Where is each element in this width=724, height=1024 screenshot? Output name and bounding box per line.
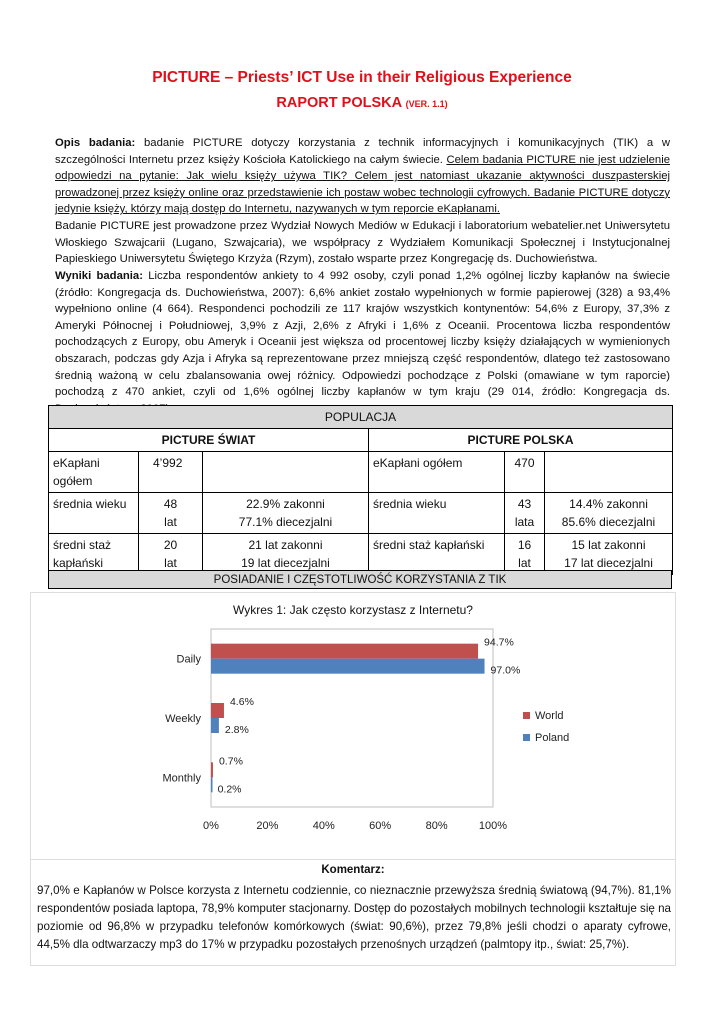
study-results bbox=[55, 268, 670, 417]
world-unit: lat bbox=[164, 556, 177, 570]
poland-extra bbox=[545, 452, 673, 493]
report-title: PICTURE – Priests’ ICT Use in their Religious Experience bbox=[152, 69, 572, 86]
data-label: 97.0% bbox=[490, 664, 521, 677]
poland-value: 16 bbox=[517, 538, 532, 552]
study-description bbox=[55, 135, 670, 268]
data-label: 2.8% bbox=[224, 724, 249, 736]
data-label: 0.7% bbox=[218, 755, 243, 768]
bar-world bbox=[211, 703, 224, 718]
x-tick-label: 40% bbox=[312, 820, 335, 832]
world-extra-2: 19 lat diecezjalni bbox=[241, 556, 330, 570]
x-tick-label: 20% bbox=[256, 820, 279, 832]
legend-label: World bbox=[535, 710, 564, 722]
report-subtitle bbox=[0, 95, 724, 111]
data-label: 4.6% bbox=[229, 696, 254, 708]
poland-unit: lata bbox=[514, 515, 535, 529]
comment-text: 97,0% e Kapłanów w Polsce korzysta z Internetu codziennie, co nieznacznie przewyższa średnią światową (94,7%). 81,1% respondentów posiada laptopa, 78,9% komputer stacjonarny. Dostęp do pozostałych mobilnych technologii kształtuje się na poziomie od 96,8% w przypadku telefonów komórkowych (świat: 90,6%), przez 79,8% jeśli chodzi o aparaty cyfrowe, 44,5% dla odtwarzaczy mp3 do 17% w przypadku pozostałych przenośnych urządzeń (palmtopy itp., świat: 25,7%). bbox=[37, 884, 671, 951]
poland-extra-2: 17 lat diecezjalni bbox=[564, 556, 653, 570]
data-label: 0.2% bbox=[217, 783, 242, 796]
world-header: PICTURE ŚWIAT bbox=[49, 429, 369, 452]
world-label: eKapłani ogółem bbox=[49, 452, 139, 493]
table-row bbox=[49, 534, 673, 575]
poland-extra bbox=[545, 534, 673, 575]
category-label: Daily bbox=[176, 653, 201, 666]
bar-poland bbox=[211, 777, 213, 792]
world-unit: lat bbox=[164, 515, 177, 529]
poland-label: eKapłani ogółem bbox=[369, 452, 505, 493]
legend-swatch bbox=[523, 734, 530, 741]
category-label: Weekly bbox=[165, 713, 201, 725]
world-value: 20 bbox=[163, 538, 178, 552]
world-value: 48 bbox=[163, 497, 178, 511]
poland-value: 470 bbox=[505, 452, 545, 493]
study-results-text: Liczba respondentów ankiety to 4 992 osoby, czyli ponad 1,2% ogólnej liczby kapłanów na świecie (źródło: Kongregacja ds. Duchowieństwa, 2007): 6,6% ankiet zostało wypełnionych w formie papierowej (328) a 93,4% wypełniono online (4 664). Respondenci pochodzili ze 117 krajów wszystkich kontynentów: 54,6% z Europy, 37,3% z Ameryki Północnej i Południowej, 3,9% z Azji, 2,6% z Afryki i 1,6% z Oceanii. Procentowa liczba respondentów pochodzących z Europy, obu Ameryk i Oceanii jest większa od procentowej liczby księży działających w wymienionych obszarach, podczas gdy Azja i Afryka są reprezentowane przez mniejszą część respondentów, dlatego też zastosowano średnią ważoną w celu zbalansowania owej różnicy. Odpowiedzi pochodzące z Polski (omawiane w tym raporcie) pochodzą z 470 ankiet, czyli od 1,6% ogólnej liczby kapłanów w tym kraju (29 014, źródło: Kongregacja ds. bbox=[55, 270, 670, 399]
bar-poland bbox=[211, 718, 219, 733]
poland-label: średni staż kapłański bbox=[369, 534, 505, 575]
legend-label: Poland bbox=[535, 732, 570, 744]
world-extra bbox=[203, 534, 369, 575]
world-value-cell bbox=[139, 534, 203, 575]
poland-value-cell bbox=[505, 534, 545, 575]
study-description-label: Opis badania: bbox=[55, 137, 136, 149]
x-tick-label: 60% bbox=[369, 820, 392, 832]
study-goal-text: Celem badania PICTURE nie jest udzielenie odpowiedzi na pytanie: Jak wielu księży używa TIK? Celem jest natomiast ukazanie aktywności duszpasterskiej prowadzonej przez księży online oraz przedstawienie ich postaw wobec technologii cyfrowych. Badanie PICTURE dotyczy jedynie księży, którzy mają dostęp do Internetu, nazywanych w tym reporcie eKapłanami. bbox=[55, 153, 670, 216]
data-label: 94.7% bbox=[484, 636, 514, 649]
bar-world bbox=[211, 644, 478, 659]
poland-extra-1: 15 lat zakonni bbox=[571, 538, 646, 552]
bar-world bbox=[211, 762, 213, 777]
population-header: POPULACJA bbox=[49, 406, 673, 429]
poland-value: 43 bbox=[517, 497, 532, 511]
study-results-label: Wyniki badania: bbox=[55, 270, 143, 282]
poland-extra-2: 85.6% diecezjalni bbox=[561, 515, 656, 529]
legend-swatch bbox=[523, 712, 530, 719]
world-extra-1: 22.9% zakonni bbox=[246, 497, 325, 511]
bar-poland bbox=[211, 659, 485, 674]
poland-unit: lat bbox=[518, 556, 531, 570]
x-tick-label: 100% bbox=[478, 820, 508, 832]
comment-box bbox=[30, 860, 676, 966]
world-extra bbox=[203, 493, 369, 534]
poland-value-cell bbox=[505, 493, 545, 534]
chart-title: Wykres 1: Jak często korzystasz z Internetu? bbox=[233, 603, 473, 617]
internet-frequency-chart bbox=[31, 593, 675, 859]
version-label: (VER. 1.1) bbox=[405, 99, 448, 109]
study-partners-text: Badanie PICTURE jest prowadzone przez Wydział Nowych Mediów w Edukacji i laboratorium webatelier.net Uniwersytetu Włoskiego Szwajcarii (Lugano, Szwajcaria), we współpracy z Wydziałem Komunikacji Społecznej i Instytucjonalnej Papieskiego Uniwersytetu Świętego Krzyża (Rzym), zostało wsparte przez Kongregację ds. Duchowieństwa. bbox=[55, 219, 670, 266]
section-band: POSIADANIE I CZĘSTOTLIWOŚĆ KORZYSTANIA Z TIK bbox=[48, 570, 672, 589]
world-label: średni staż kapłański bbox=[49, 534, 139, 575]
world-label: średnia wieku bbox=[49, 493, 139, 534]
x-tick-label: 0% bbox=[203, 820, 219, 832]
chart-container bbox=[30, 592, 676, 860]
world-extra bbox=[203, 452, 369, 493]
world-value: 4’992 bbox=[139, 452, 203, 493]
category-label: Monthly bbox=[162, 772, 201, 785]
poland-label: średnia wieku bbox=[369, 493, 505, 534]
world-extra-2: 77.1% diecezjalni bbox=[238, 515, 333, 529]
poland-extra bbox=[545, 493, 673, 534]
world-extra-1: 21 lat zakonni bbox=[248, 538, 323, 552]
table-row bbox=[49, 493, 673, 534]
world-value-cell bbox=[139, 493, 203, 534]
table-row bbox=[49, 452, 673, 493]
poland-extra-1: 14.4% zakonni bbox=[569, 497, 648, 511]
subtitle-text: RAPORT POLSKA bbox=[276, 95, 402, 111]
x-tick-label: 80% bbox=[425, 820, 448, 832]
poland-header: PICTURE POLSKA bbox=[369, 429, 673, 452]
study-description-text: badanie PICTURE dotyczy korzystania z technik informacyjnych i komunikacyjnych (TIK) a w szczególności Internetu przez księży Kościoła Katolickiego na całym świecie. bbox=[55, 137, 670, 166]
comment-header: Komentarz: bbox=[321, 864, 385, 876]
population-table bbox=[48, 405, 673, 575]
